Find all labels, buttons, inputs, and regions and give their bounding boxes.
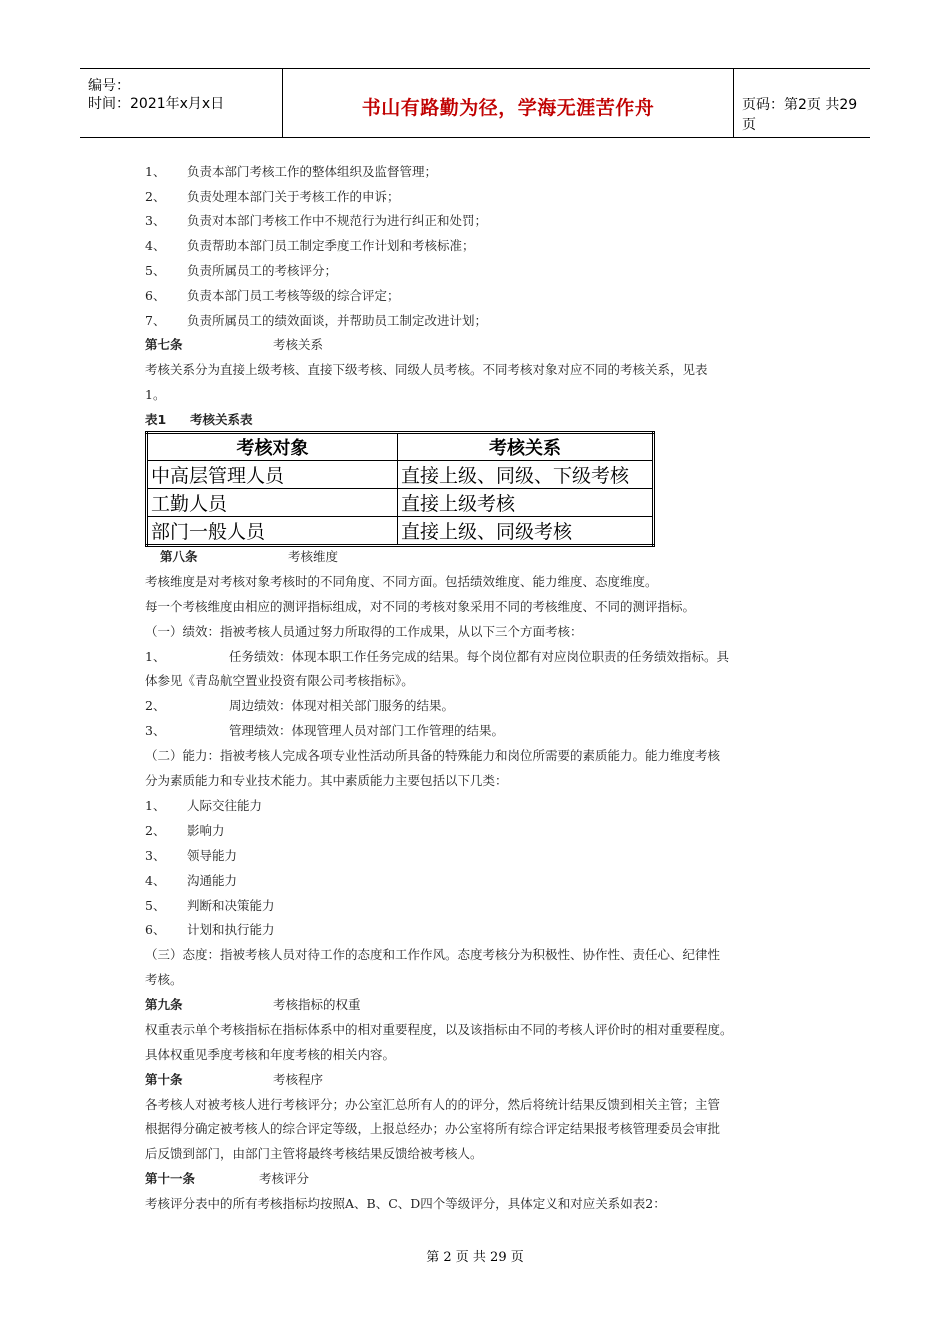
article-7-paragraph-cont: 1。 (145, 387, 166, 402)
performance-item: 2、 周边绩效：体现对相关部门服务的结果。 (145, 698, 455, 713)
duty-item: 5、 负责所属员工的考核评分； (145, 263, 338, 278)
article-8-paragraph: 每一个考核维度由相应的测评指标组成，对不同的考核对象采用不同的考核维度、不同的测评指标。 (145, 599, 696, 614)
ability-item: 4、 沟通能力 (145, 873, 238, 888)
article-10-paragraph-cont: 后反馈到部门，由部门主管将最终考核结果反馈给被考核人。 (145, 1146, 483, 1161)
table-cell: 直接上级、同级、下级考核 (398, 461, 654, 489)
motto: 书山有路勤为径，学海无涯苦作舟 (361, 97, 655, 119)
table-header-cell: 考核关系 (398, 433, 654, 461)
article-8-paragraph: 考核维度是对考核对象考核时的不同角度、不同方面。包括绩效维度、能力维度、态度维度。 (145, 574, 658, 589)
table-header-row (147, 433, 654, 461)
performance-item: 1、 任务绩效：体现本职工作任务完成的结果。每个岗位都有对应岗位职责的任务绩效指标。具 (145, 649, 730, 664)
table-row (147, 517, 654, 546)
ability-item: 6、 计划和执行能力 (145, 922, 275, 937)
article-7-paragraph: 考核关系分为直接上级考核、直接下级考核、同级人员考核。不同考核对象对应不同的考核关系，见表 (145, 362, 708, 377)
table-caption: 表1 考核关系表 (145, 412, 253, 427)
table-cell: 工勤人员 (147, 489, 398, 517)
table-header-cell: 考核对象 (147, 433, 398, 461)
time-label: 时间：2021年x月x日 (88, 96, 225, 112)
article-9-paragraph: 权重表示单个考核指标在指标体系中的相对重要程度，以及该指标由不同的考核人评价时的相对重要程度。 (145, 1022, 733, 1037)
performance-item-cont: 体参见《青岛航空置业投资有限公司考核指标》。 (145, 673, 414, 688)
article-9-paragraph-cont: 具体权重见季度考核和年度考核的相关内容。 (145, 1047, 396, 1062)
table-cell: 直接上级、同级考核 (398, 517, 654, 546)
table-cell: 中高层管理人员 (147, 461, 398, 489)
performance-item: 3、 管理绩效：体现管理人员对部门工作管理的结果。 (145, 723, 505, 738)
page-info: 页码：第2页 共29页 (742, 97, 858, 133)
article-10-heading: 第十条 考核程序 (145, 1072, 324, 1087)
table-cell: 直接上级考核 (398, 489, 654, 517)
ability-intro-cont: 分为素质能力和专业技术能力。其中素质能力主要包括以下几类： (145, 773, 508, 788)
ability-item: 1、 人际交往能力 (145, 798, 263, 813)
performance-intro: （一）绩效：指被考核人员通过努力所取得的工作成果，从以下三个方面考核： (145, 624, 583, 639)
page-footer: 第 2 页 共 29 页 (426, 1250, 524, 1265)
page-header (80, 68, 870, 138)
duty-item: 2、 负责处理本部门关于考核工作的申诉； (145, 189, 400, 204)
header-right-cell (734, 69, 870, 137)
ability-intro: （二）能力：指被考核人完成各项专业性活动所具备的特殊能力和岗位所需要的素质能力。能力维度考核 (145, 748, 721, 763)
duty-item: 6、 负责本部门员工考核等级的综合评定； (145, 288, 400, 303)
article-9-heading: 第九条 考核指标的权重 (145, 997, 361, 1012)
relation-table (145, 431, 655, 547)
table-cell: 部门一般人员 (147, 517, 398, 546)
article-10-paragraph: 各考核人对被考核人进行考核评分；办公室汇总所有人的的评分，然后将统计结果反馈到相关主管；主管 (145, 1097, 721, 1112)
ability-item: 3、 领导能力 (145, 848, 238, 863)
article-11-paragraph: 考核评分表中的所有考核指标均按照A、B、C、D四个等级评分，具体定义和对应关系如表2： (145, 1196, 666, 1211)
duty-item: 4、 负责帮助本部门员工制定季度工作计划和考核标准； (145, 238, 475, 253)
table-row (147, 489, 654, 517)
ability-item: 5、 判断和决策能力 (145, 898, 275, 913)
serial-label: 编号： (88, 78, 130, 94)
attitude-intro-cont: 考核。 (145, 972, 183, 987)
article-7-heading: 第七条 考核关系 (145, 337, 324, 352)
article-8-heading: 第八条 考核维度 (160, 549, 339, 564)
header-motto-cell (283, 69, 734, 137)
header-left-cell (80, 69, 283, 137)
attitude-intro: （三）态度：指被考核人员对待工作的态度和工作作风。态度考核分为积极性、协作性、责任心、纪律性 (145, 947, 721, 962)
article-11-heading: 第十一条 考核评分 (145, 1171, 310, 1186)
ability-item: 2、 影响力 (145, 823, 225, 838)
duty-item: 1、 负责本部门考核工作的整体组织及监督管理； (145, 164, 438, 179)
table-row (147, 461, 654, 489)
duty-item: 3、 负责对本部门考核工作中不规范行为进行纠正和处罚； (145, 213, 488, 228)
article-10-paragraph-cont: 根据得分确定被考核人的综合评定等级，上报总经办；办公室将所有综合评定结果报考核管理委员会审批 (145, 1121, 721, 1136)
duty-item: 7、 负责所属员工的绩效面谈，并帮助员工制定改进计划； (145, 313, 488, 328)
